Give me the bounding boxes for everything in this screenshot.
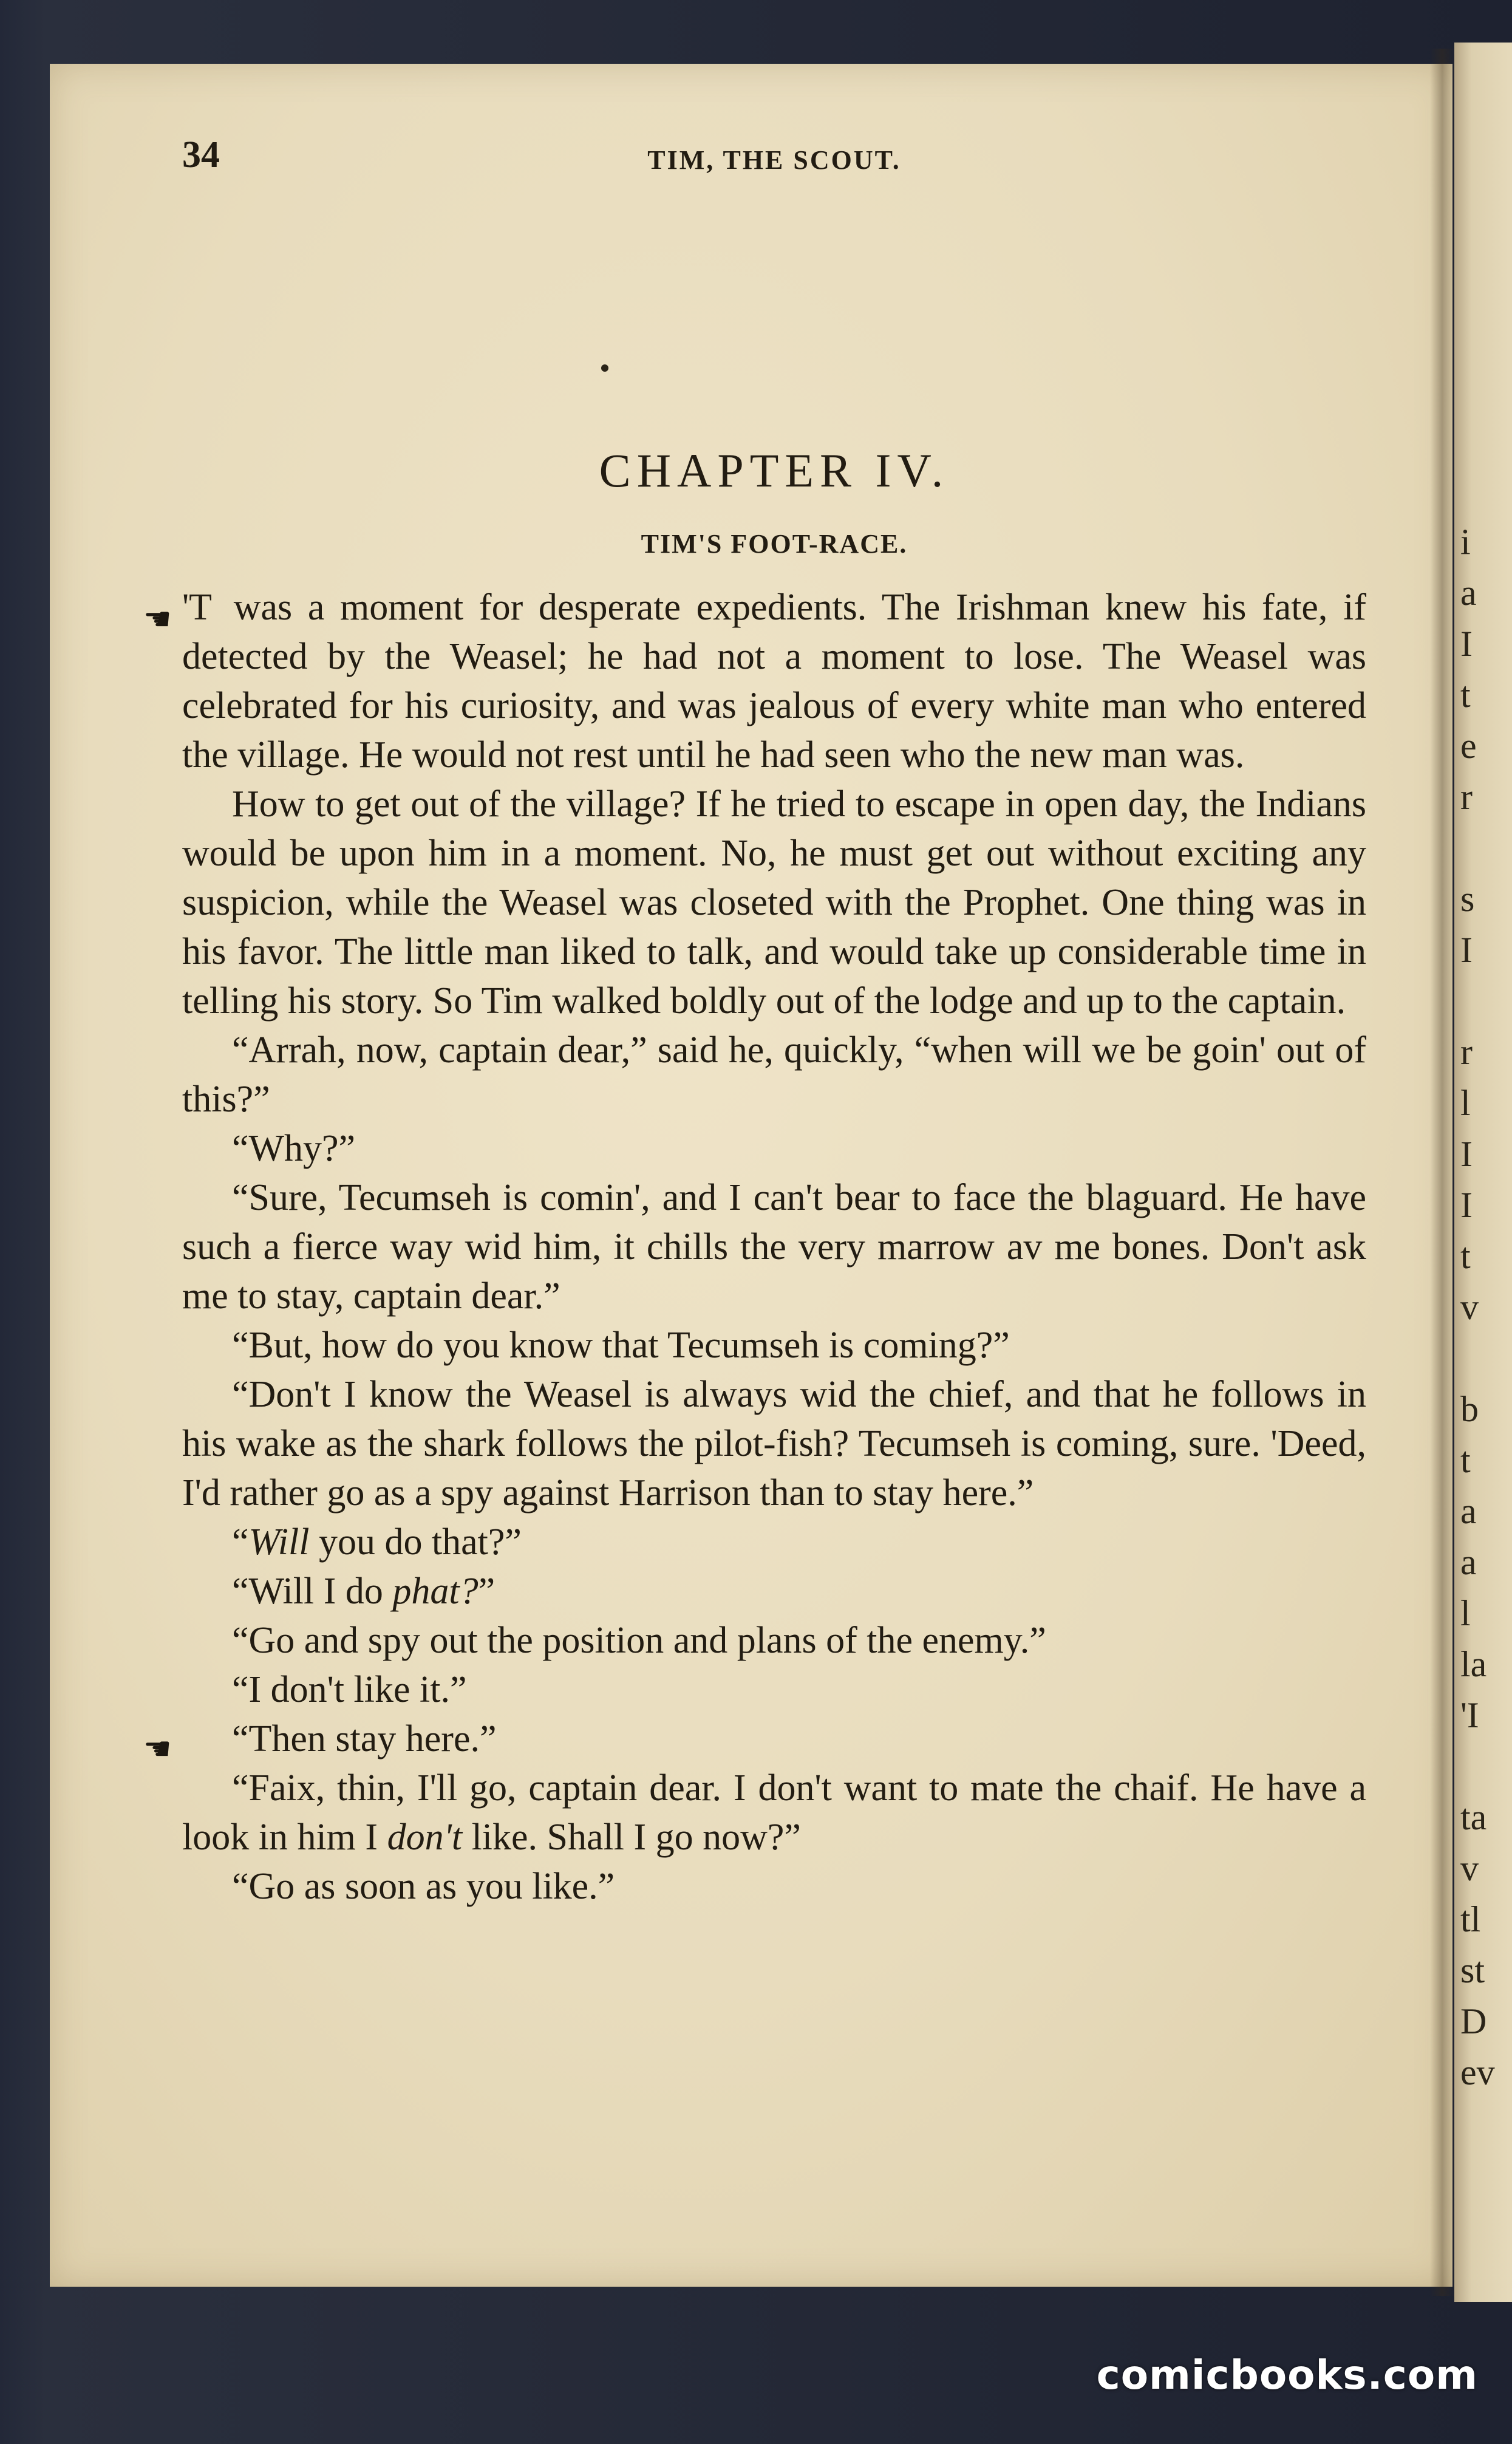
paragraph: “Why?” (232, 1128, 356, 1169)
drop-cap: 'T (182, 587, 213, 628)
paragraph: “Go as soon as you like.” (232, 1866, 615, 1907)
paragraph: “I don't like it.” (232, 1669, 467, 1710)
paragraph: “Then stay here.” (232, 1718, 497, 1760)
paragraph: “Go and spy out the position and plans of the enemy.” (232, 1620, 1046, 1661)
page-number: 34 (182, 134, 220, 176)
adjacent-page-edge (1454, 43, 1512, 2302)
adjacent-page-letters: i a I t e r s I r l I I t v b t a a l la 'I ta v tl st D ev (1460, 522, 1495, 2092)
chapter-subtitle: TIM'S FOOT-RACE. (641, 529, 908, 559)
page-header (182, 134, 1366, 188)
text-run: “Faix, thin, I'll go, captain dear. I don't want to mate the chaif. He have a look in him I (182, 1767, 1366, 1858)
page-gutter (1430, 49, 1454, 2296)
paragraph-text: was a moment for desperate expedients. The Irishman knew his fate, if detected by the Weasel; he had not a moment to lose. The Weasel was celebrated for his curiosity, and was jealous of every white man who entered the village. He would not rest until he had seen who the new man was. (182, 587, 1366, 776)
pointing-hand-icon: ☚ (143, 602, 172, 637)
emphasis-text: Will (248, 1521, 310, 1563)
watermark: comicbooks.com (1096, 2352, 1478, 2398)
text-run: like. Shall I go now?” (462, 1817, 801, 1858)
emphasis-text: don't (387, 1817, 463, 1858)
paragraph: How to get out of the village? If he tried to escape in open day, the Indians would be upon him in a moment. No, he must get out without exciting any suspicion, while the Weasel was closeted with the Prophet. One thing was in his favor. The little man liked to talk, and would take up considerable time in telling his story. So Tim walked boldly out of the lodge and up to the captain. (182, 783, 1366, 1022)
text-run: ” (478, 1571, 495, 1612)
chapter-title: CHAPTER IV. (599, 444, 950, 497)
paragraph: “Sure, Tecumseh is comin', and I can't bear to face the blaguard. He have such a fierce way wid him, it chills the very marrow av me bones. Don't ask me to stay, captain dear.” (182, 1177, 1366, 1317)
pointing-hand-icon: ☚ (143, 1732, 172, 1767)
text-run: you do that?” (309, 1521, 522, 1563)
text-run: “ (232, 1521, 249, 1563)
paragraph (182, 1764, 1366, 1862)
paragraph (182, 1567, 1366, 1616)
ink-dot (601, 364, 608, 372)
emphasis-text: phat? (392, 1571, 478, 1612)
chapter-body (182, 583, 1366, 1911)
paragraph: “Arrah, now, captain dear,” said he, quickly, “when will we be goin' out of this?” (182, 1029, 1366, 1120)
paragraph: “Don't I know the Weasel is always wid the chief, and that he follows in his wake as the shark follows the pilot-fish? Tecumseh is coming, sure. 'Deed, I'd rather go as a spy against Harrison than to stay here.” (182, 1374, 1366, 1514)
paragraph: “But, how do you know that Tecumseh is coming?” (232, 1325, 1010, 1366)
text-run: “Will I do (232, 1571, 393, 1612)
paragraph (182, 1518, 1366, 1567)
paragraph (182, 583, 1366, 780)
running-head: TIM, THE SCOUT. (647, 145, 901, 175)
